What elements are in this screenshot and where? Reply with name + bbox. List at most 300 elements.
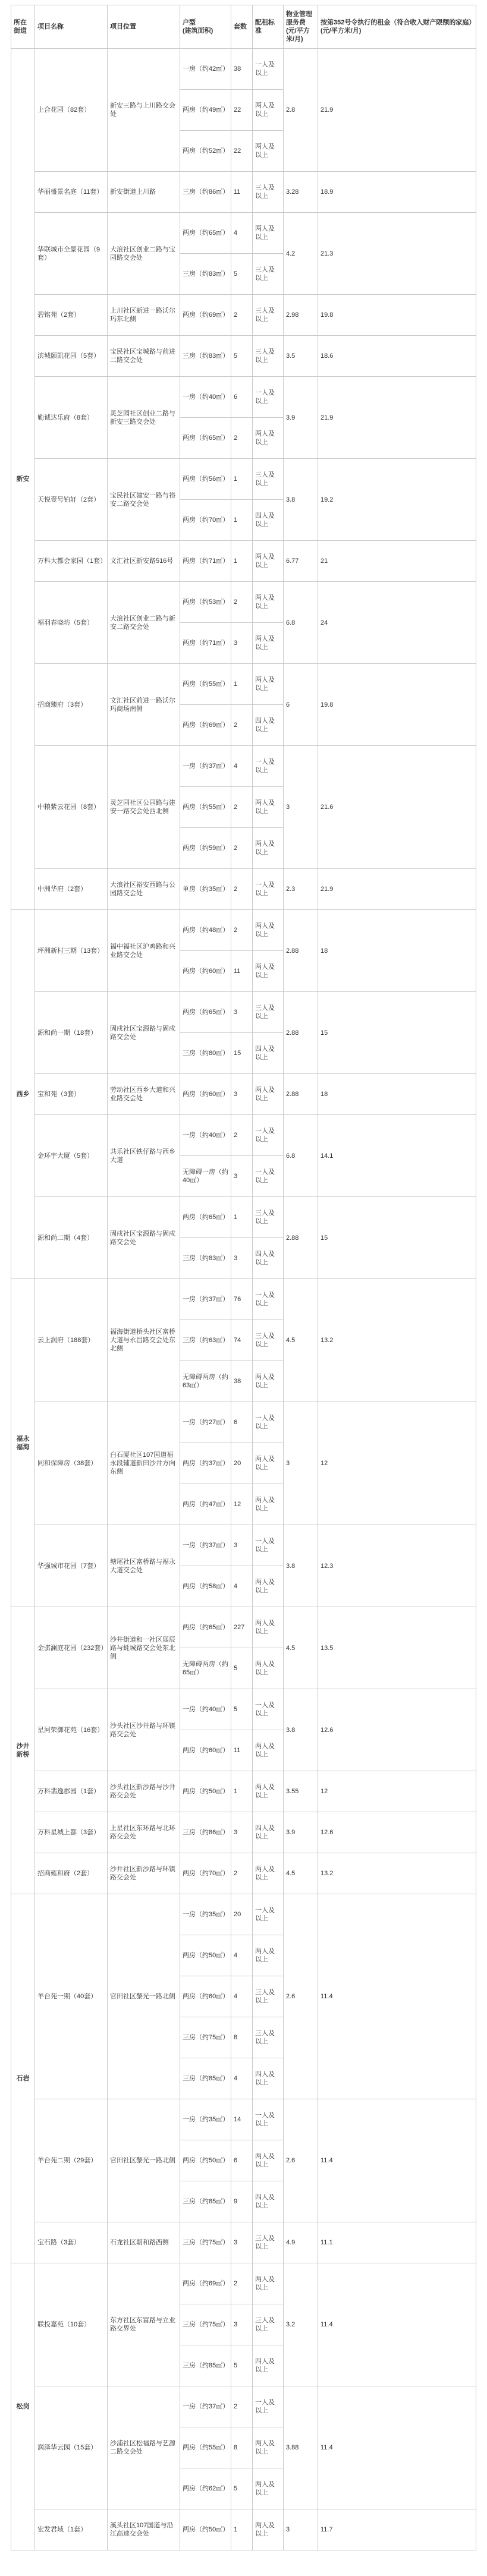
project-location-cell: 东方社区东富路与立业路交界处 <box>108 2263 180 2386</box>
rent-cell: 12 <box>318 1771 476 1812</box>
unit-count-cell: 3 <box>231 2304 253 2345</box>
property-fee-cell: 6.8 <box>284 1115 318 1197</box>
project-name-cell: 福羽春晓坊（5套） <box>35 582 108 664</box>
property-fee-cell: 2.88 <box>284 1197 318 1279</box>
table-row <box>11 2386 476 2427</box>
allocation-standard-cell: 三人及以上 <box>253 2304 284 2345</box>
property-fee-cell: 6 <box>284 664 318 746</box>
unit-type-cell: 两房（约60㎡） <box>180 1976 231 2017</box>
project-name-cell: 天悦壹号铂轩（2套） <box>35 459 108 541</box>
allocation-standard-cell: 两人及以上 <box>253 2263 284 2304</box>
rent-cell: 19.2 <box>318 459 476 541</box>
unit-type-cell: 单房（约35㎡） <box>180 869 231 910</box>
header-rent-label: 按第352号令执行的租金（符合收入财产限额的家庭） <box>321 19 476 26</box>
unit-type-cell: 两房（约47㎡） <box>180 1484 231 1525</box>
unit-count-cell: 1 <box>231 1197 253 1238</box>
unit-count-cell: 3 <box>231 1525 253 1566</box>
project-location-cell: 白石厦社区107国道福永段辅道新田沙井方向东侧 <box>108 1402 180 1525</box>
project-name-cell: 坪洲新村三期（13套） <box>35 910 108 992</box>
property-fee-cell: 3.2 <box>284 2263 318 2386</box>
project-name-cell: 中粮紫云花园（8套） <box>35 746 108 869</box>
allocation-standard-cell: 两人及以上 <box>253 1484 284 1525</box>
allocation-standard-cell: 一人及以上 <box>253 1279 284 1320</box>
unit-type-cell: 两房（约70㎡） <box>180 1853 231 1894</box>
unit-type-cell: 一房（约40㎡） <box>180 1689 231 1730</box>
unit-count-cell: 1 <box>231 500 253 541</box>
unit-count-cell: 4 <box>231 1935 253 1976</box>
project-name-cell: 宏发君域（1套） <box>35 2509 108 2550</box>
project-location-cell: 固戍社区宝源路与固戍路交会处 <box>108 992 180 1074</box>
rent-cell: 11.1 <box>318 2222 476 2263</box>
unit-count-cell: 22 <box>231 131 253 172</box>
unit-type-cell: 两房（约71㎡） <box>180 623 231 664</box>
unit-type-cell: 两房（约70㎡） <box>180 500 231 541</box>
unit-type-cell: 三房（约80㎡） <box>180 1033 231 1074</box>
unit-count-cell: 14 <box>231 2099 253 2140</box>
unit-type-cell: 一房（约40㎡） <box>180 377 231 418</box>
project-location-cell: 福中福社区沪鸡路和兴业路交会处 <box>108 910 180 992</box>
allocation-standard-cell: 三人及以上 <box>253 459 284 500</box>
unit-count-cell: 20 <box>231 1894 253 1935</box>
allocation-standard-cell: 两人及以上 <box>253 1730 284 1771</box>
table-row <box>11 2222 476 2263</box>
unit-type-cell: 两房（约50㎡） <box>180 2140 231 2181</box>
unit-type-cell: 两房（约71㎡） <box>180 541 231 582</box>
header-location: 项目位置 <box>108 5 180 49</box>
unit-count-cell: 1 <box>231 664 253 705</box>
project-location-cell: 共乐社区铁仔路与西乡大道 <box>108 1115 180 1197</box>
project-name-cell: 滨城颐凯花园（5套） <box>35 336 108 377</box>
project-location-cell: 宝民社区宝城路与前进二路交会处 <box>108 336 180 377</box>
allocation-standard-cell: 两人及以上 <box>253 1443 284 1484</box>
unit-count-cell: 8 <box>231 2017 253 2058</box>
rent-cell: 19.8 <box>318 664 476 746</box>
unit-type-cell: 三房（约75㎡） <box>180 2304 231 2345</box>
allocation-standard-cell: 三人及以上 <box>253 2222 284 2263</box>
unit-type-cell: 三房（约83㎡） <box>180 1238 231 1279</box>
unit-count-cell: 3 <box>231 2222 253 2263</box>
allocation-standard-cell: 两人及以上 <box>253 1566 284 1607</box>
table-body <box>11 49 476 2550</box>
project-name-cell: 华联城市全景花园（9套） <box>35 213 108 295</box>
unit-type-cell: 三房（约75㎡） <box>180 2017 231 2058</box>
header-project: 项目名称 <box>35 5 108 49</box>
allocation-standard-cell: 三人及以上 <box>253 1976 284 2017</box>
project-name-cell: 宝和苑（3套） <box>35 1074 108 1115</box>
allocation-standard-cell: 两人及以上 <box>253 1771 284 1812</box>
unit-count-cell: 38 <box>231 49 253 90</box>
unit-count-cell: 1 <box>231 541 253 582</box>
property-fee-cell: 4.2 <box>284 213 318 295</box>
unit-count-cell: 11 <box>231 951 253 992</box>
district-cell: 西乡 <box>11 910 35 1279</box>
unit-count-cell: 2 <box>231 1115 253 1156</box>
unit-count-cell: 2 <box>231 1853 253 1894</box>
unit-type-cell: 两房（约50㎡） <box>180 2509 231 2550</box>
unit-count-cell: 4 <box>231 746 253 787</box>
table-row <box>11 582 476 623</box>
rent-cell: 21.3 <box>318 213 476 295</box>
table-row <box>11 1894 476 1935</box>
allocation-standard-cell: 两人及以上 <box>253 131 284 172</box>
table-row <box>11 49 476 90</box>
unit-type-cell: 两房（约65㎡） <box>180 418 231 459</box>
unit-type-cell: 三房（约86㎡） <box>180 172 231 213</box>
table-row <box>11 992 476 1033</box>
project-name-cell: 中洲华府（2套） <box>35 869 108 910</box>
unit-type-cell: 两房（约55㎡） <box>180 2427 231 2468</box>
unit-type-cell: 两房（约65㎡） <box>180 213 231 254</box>
allocation-standard-cell: 三人及以上 <box>253 992 284 1033</box>
header-rent <box>318 5 476 49</box>
header-unit-type-label: 户型 <box>183 19 196 26</box>
rent-cell: 13.2 <box>318 1279 476 1402</box>
unit-type-cell: 一房（约40㎡） <box>180 1115 231 1156</box>
unit-type-cell: 两房（约60㎡） <box>180 1730 231 1771</box>
table-row <box>11 1525 476 1566</box>
unit-type-cell: 两房（约65㎡） <box>180 1197 231 1238</box>
project-location-cell: 官田社区黎光一路北侧 <box>108 1894 180 2099</box>
unit-count-cell: 76 <box>231 1279 253 1320</box>
housing-table <box>11 5 476 2550</box>
table-row <box>11 541 476 582</box>
unit-count-cell: 5 <box>231 1648 253 1689</box>
allocation-standard-cell: 一人及以上 <box>253 2099 284 2140</box>
project-location-cell: 新安街道上川路 <box>108 172 180 213</box>
unit-count-cell: 2 <box>231 2263 253 2304</box>
unit-count-cell: 8 <box>231 2427 253 2468</box>
project-location-cell: 大浪社区创业二路与新安二路交会处 <box>108 582 180 664</box>
table-row <box>11 213 476 254</box>
header-units: 套数 <box>231 5 253 49</box>
allocation-standard-cell: 三人及以上 <box>253 254 284 295</box>
unit-count-cell: 3 <box>231 992 253 1033</box>
rent-cell: 21 <box>318 541 476 582</box>
unit-count-cell: 4 <box>231 2058 253 2099</box>
unit-count-cell: 5 <box>231 1689 253 1730</box>
table-row <box>11 1074 476 1115</box>
unit-type-cell: 两房（约55㎡） <box>180 664 231 705</box>
unit-type-cell: 三房（约83㎡） <box>180 254 231 295</box>
rent-cell: 18.9 <box>318 172 476 213</box>
unit-type-cell: 两房（约62㎡） <box>180 2468 231 2509</box>
allocation-standard-cell: 两人及以上 <box>253 951 284 992</box>
allocation-standard-cell: 两人及以上 <box>253 2509 284 2550</box>
unit-type-cell: 两房（约56㎡） <box>180 459 231 500</box>
project-location-cell: 文汇社区前进一路沃尔玛商场南侧 <box>108 664 180 746</box>
property-fee-cell: 2.98 <box>284 295 318 336</box>
unit-count-cell: 2 <box>231 910 253 951</box>
rent-cell: 15 <box>318 1197 476 1279</box>
rent-cell: 18 <box>318 910 476 992</box>
property-fee-cell: 2.8 <box>284 49 318 172</box>
project-location-cell: 文汇社区新安路516号 <box>108 541 180 582</box>
allocation-standard-cell: 四人及以上 <box>253 2345 284 2386</box>
allocation-standard-cell: 一人及以上 <box>253 1894 284 1935</box>
project-name-cell: 同和保障房（38套） <box>35 1402 108 1525</box>
unit-count-cell: 2 <box>231 869 253 910</box>
unit-type-cell: 一房（约35㎡） <box>180 1894 231 1935</box>
header-district: 所在街道 <box>11 5 35 49</box>
allocation-standard-cell: 两人及以上 <box>253 213 284 254</box>
housing-document <box>11 5 476 2550</box>
unit-count-cell: 5 <box>231 336 253 377</box>
rent-cell: 18.6 <box>318 336 476 377</box>
unit-type-cell: 无障碍两房（约63㎡） <box>180 1361 231 1402</box>
allocation-standard-cell: 两人及以上 <box>253 787 284 828</box>
allocation-standard-cell: 一人及以上 <box>253 869 284 910</box>
allocation-standard-cell: 一人及以上 <box>253 2386 284 2427</box>
unit-count-cell: 15 <box>231 1033 253 1074</box>
unit-count-cell: 6 <box>231 1402 253 1443</box>
property-fee-cell: 4.5 <box>284 1279 318 1402</box>
project-name-cell: 碧铭苑（2套） <box>35 295 108 336</box>
table-row <box>11 746 476 787</box>
project-location-cell: 劳动社区西乡大道和兴业路交会处 <box>108 1074 180 1115</box>
unit-count-cell: 22 <box>231 90 253 131</box>
allocation-standard-cell: 两人及以上 <box>253 541 284 582</box>
rent-cell: 11.7 <box>318 2509 476 2550</box>
allocation-standard-cell: 四人及以上 <box>253 2181 284 2222</box>
project-location-cell: 灵芝园社区创业二路与新安三路交会处 <box>108 377 180 459</box>
project-location-cell: 上星社区东环路与北环路交会处 <box>108 1812 180 1853</box>
project-location-cell: 灵芝园社区公园路与建安一路交会处西北侧 <box>108 746 180 869</box>
rent-cell: 11.4 <box>318 2386 476 2509</box>
project-location-cell: 塘尾社区富桥路与福永大道交会处 <box>108 1525 180 1607</box>
property-fee-cell: 6.8 <box>284 582 318 664</box>
allocation-standard-cell: 两人及以上 <box>253 2140 284 2181</box>
project-location-cell: 大浪社区创业二路与宝园路交会处 <box>108 213 180 295</box>
rent-cell: 12.6 <box>318 1812 476 1853</box>
unit-type-cell: 三房（约85㎡） <box>180 2345 231 2386</box>
allocation-standard-cell: 一人及以上 <box>253 377 284 418</box>
project-location-cell: 大浪社区裕安西路与公园路交会处 <box>108 869 180 910</box>
table-row <box>11 2263 476 2304</box>
header-unit-type <box>180 5 231 49</box>
unit-count-cell: 3 <box>231 623 253 664</box>
table-row <box>11 336 476 377</box>
project-name-cell: 源和尚二期（4套） <box>35 1197 108 1279</box>
rent-cell: 14.1 <box>318 1115 476 1197</box>
unit-type-cell: 两房（约53㎡） <box>180 582 231 623</box>
unit-type-cell: 一房（约37㎡） <box>180 1525 231 1566</box>
allocation-standard-cell: 两人及以上 <box>253 828 284 869</box>
table-header <box>11 5 476 49</box>
table-row <box>11 2509 476 2550</box>
unit-count-cell: 2 <box>231 705 253 746</box>
rent-cell: 12.3 <box>318 1525 476 1607</box>
unit-type-cell: 一房（约27㎡） <box>180 1402 231 1443</box>
allocation-standard-cell: 两人及以上 <box>253 623 284 664</box>
allocation-standard-cell: 三人及以上 <box>253 1320 284 1361</box>
unit-count-cell: 11 <box>231 172 253 213</box>
allocation-standard-cell: 四人及以上 <box>253 500 284 541</box>
unit-count-cell: 5 <box>231 2345 253 2386</box>
property-fee-cell: 2.88 <box>284 992 318 1074</box>
project-name-cell: 宝石路（3套） <box>35 2222 108 2263</box>
district-cell: 福永福海 <box>11 1279 35 1607</box>
unit-type-cell: 两房（约60㎡） <box>180 951 231 992</box>
table-row <box>11 295 476 336</box>
unit-type-cell: 无障碍一房（约40㎡） <box>180 1156 231 1197</box>
table-row <box>11 1853 476 1894</box>
unit-type-cell: 两房（约37㎡） <box>180 1443 231 1484</box>
property-fee-cell: 3.55 <box>284 1771 318 1812</box>
unit-type-cell: 两房（约69㎡） <box>180 705 231 746</box>
project-name-cell: 万科大都会家园（1套） <box>35 541 108 582</box>
project-location-cell: 官田社区黎光一路北侧 <box>108 2099 180 2222</box>
unit-count-cell: 38 <box>231 1361 253 1402</box>
table-row <box>11 1607 476 1648</box>
district-cell: 沙井新桥 <box>11 1607 35 1894</box>
rent-cell: 11.4 <box>318 2263 476 2386</box>
property-fee-cell: 3.5 <box>284 336 318 377</box>
project-name-cell: 招商雍和府（2套） <box>35 1853 108 1894</box>
project-name-cell: 上合花园（82套） <box>35 49 108 172</box>
project-location-cell: 新安三路与上川路交会处 <box>108 49 180 172</box>
header-rent-unit: (元/平方米/月) <box>321 27 362 34</box>
property-fee-cell: 3 <box>284 1402 318 1525</box>
property-fee-cell: 3.8 <box>284 1689 318 1771</box>
project-location-cell: 溪头社区107国道与沿江高速交会处 <box>108 2509 180 2550</box>
allocation-standard-cell: 两人及以上 <box>253 1648 284 1689</box>
unit-type-cell: 一房（约37㎡） <box>180 746 231 787</box>
unit-type-cell: 三房（约85㎡） <box>180 2181 231 2222</box>
unit-type-cell: 无障碍两房（约65㎡） <box>180 1648 231 1689</box>
project-location-cell: 上川社区新进一路沃尔玛东北侧 <box>108 295 180 336</box>
table-row <box>11 377 476 418</box>
allocation-standard-cell: 两人及以上 <box>253 582 284 623</box>
allocation-standard-cell: 两人及以上 <box>253 1853 284 1894</box>
unit-count-cell: 1 <box>231 1771 253 1812</box>
allocation-standard-cell: 三人及以上 <box>253 295 284 336</box>
project-name-cell: 万科翡逸郡园（1套） <box>35 1771 108 1812</box>
project-location-cell: 沙头社区沙井路与环镇路交会处 <box>108 1689 180 1771</box>
project-location-cell: 福海街道桥头社区富桥大道与永昌路交会处东北侧 <box>108 1279 180 1402</box>
table-row <box>11 459 476 500</box>
unit-count-cell: 4 <box>231 1566 253 1607</box>
project-name-cell: 万科星城上都（3套） <box>35 1812 108 1853</box>
allocation-standard-cell: 两人及以上 <box>253 664 284 705</box>
property-fee-cell: 3 <box>284 746 318 869</box>
unit-type-cell: 两房（约59㎡） <box>180 828 231 869</box>
unit-count-cell: 6 <box>231 2140 253 2181</box>
allocation-standard-cell: 两人及以上 <box>253 90 284 131</box>
property-fee-cell: 3.88 <box>284 2386 318 2509</box>
project-name-cell: 联投嘉苑（10套） <box>35 2263 108 2386</box>
unit-count-cell: 2 <box>231 787 253 828</box>
unit-type-cell: 两房（约49㎡） <box>180 90 231 131</box>
project-name-cell: 金骐澜庭花园（232套） <box>35 1607 108 1689</box>
project-name-cell: 星河荣御花苑（16套） <box>35 1689 108 1771</box>
unit-count-cell: 74 <box>231 1320 253 1361</box>
rent-cell: 21.9 <box>318 869 476 910</box>
header-standard: 配租标准 <box>253 5 284 49</box>
property-fee-cell: 3 <box>284 2509 318 2550</box>
unit-type-cell: 三房（约75㎡） <box>180 2222 231 2263</box>
allocation-standard-cell: 三人及以上 <box>253 2017 284 2058</box>
project-name-cell: 云上润府（188套） <box>35 1279 108 1402</box>
project-name-cell: 勤诚达乐府（8套） <box>35 377 108 459</box>
unit-count-cell: 4 <box>231 1976 253 2017</box>
allocation-standard-cell: 两人及以上 <box>253 1074 284 1115</box>
unit-count-cell: 2 <box>231 828 253 869</box>
allocation-standard-cell: 三人及以上 <box>253 172 284 213</box>
header-fee <box>284 5 318 49</box>
property-fee-cell: 3.28 <box>284 172 318 213</box>
property-fee-cell: 3.9 <box>284 1812 318 1853</box>
project-location-cell: 固戍社区宝源路与固戍路交会处 <box>108 1197 180 1279</box>
unit-count-cell: 3 <box>231 1812 253 1853</box>
rent-cell: 21.9 <box>318 377 476 459</box>
unit-count-cell: 2 <box>231 418 253 459</box>
project-location-cell: 沙浦社区松福路与艺源二路交会处 <box>108 2386 180 2509</box>
district-cell: 松岗 <box>11 2263 35 2550</box>
table-row <box>11 1771 476 1812</box>
district-cell: 石岩 <box>11 1894 35 2263</box>
property-fee-cell: 6.77 <box>284 541 318 582</box>
project-location-cell: 石龙社区朝和路西侧 <box>108 2222 180 2263</box>
project-name-cell: 羊台苑二期（29套） <box>35 2099 108 2222</box>
project-name-cell: 金环宇大厦（5套） <box>35 1115 108 1197</box>
unit-type-cell: 两房（约48㎡） <box>180 910 231 951</box>
property-fee-cell: 3.8 <box>284 459 318 541</box>
unit-count-cell: 4 <box>231 213 253 254</box>
unit-type-cell: 一房（约35㎡） <box>180 2099 231 2140</box>
unit-type-cell: 两房（约69㎡） <box>180 295 231 336</box>
rent-cell: 12.6 <box>318 1689 476 1771</box>
project-location-cell: 沙头社区新沙路与沙井路交会处 <box>108 1771 180 1812</box>
allocation-standard-cell: 一人及以上 <box>253 1525 284 1566</box>
unit-type-cell: 两房（约60㎡） <box>180 1074 231 1115</box>
unit-count-cell: 20 <box>231 1443 253 1484</box>
header-fee-unit: (元/平方米/月) <box>286 27 310 43</box>
unit-type-cell: 两房（约65㎡） <box>180 1607 231 1648</box>
unit-type-cell: 两房（约69㎡） <box>180 2263 231 2304</box>
rent-cell: 12 <box>318 1402 476 1525</box>
project-location-cell: 沙井社区新沙路与环镇路交会处 <box>108 1853 180 1894</box>
property-fee-cell: 2.6 <box>284 2099 318 2222</box>
project-name-cell: 羊台苑一期（40套） <box>35 1894 108 2099</box>
unit-count-cell: 2 <box>231 582 253 623</box>
rent-cell: 19.8 <box>318 295 476 336</box>
allocation-standard-cell: 四人及以上 <box>253 1238 284 1279</box>
unit-count-cell: 2 <box>231 2386 253 2427</box>
unit-count-cell: 227 <box>231 1607 253 1648</box>
unit-type-cell: 两房（约65㎡） <box>180 992 231 1033</box>
rent-cell: 13.5 <box>318 1607 476 1689</box>
rent-cell: 21.9 <box>318 49 476 172</box>
allocation-standard-cell: 一人及以上 <box>253 1689 284 1730</box>
allocation-standard-cell: 一人及以上 <box>253 746 284 787</box>
rent-cell: 13.2 <box>318 1853 476 1894</box>
table-row <box>11 1279 476 1320</box>
unit-type-cell: 三房（约63㎡） <box>180 1320 231 1361</box>
unit-type-cell: 两房（约58㎡） <box>180 1566 231 1607</box>
property-fee-cell: 4.5 <box>284 1607 318 1689</box>
rent-cell: 21.6 <box>318 746 476 869</box>
unit-type-cell: 两房（约52㎡） <box>180 131 231 172</box>
district-cell: 新安 <box>11 49 35 910</box>
unit-count-cell: 3 <box>231 1074 253 1115</box>
allocation-standard-cell: 两人及以上 <box>253 1607 284 1648</box>
allocation-standard-cell: 四人及以上 <box>253 2058 284 2099</box>
allocation-standard-cell: 四人及以上 <box>253 1812 284 1853</box>
unit-type-cell: 一房（约37㎡） <box>180 1279 231 1320</box>
rent-cell: 15 <box>318 992 476 1074</box>
allocation-standard-cell: 一人及以上 <box>253 1402 284 1443</box>
table-row <box>11 1812 476 1853</box>
